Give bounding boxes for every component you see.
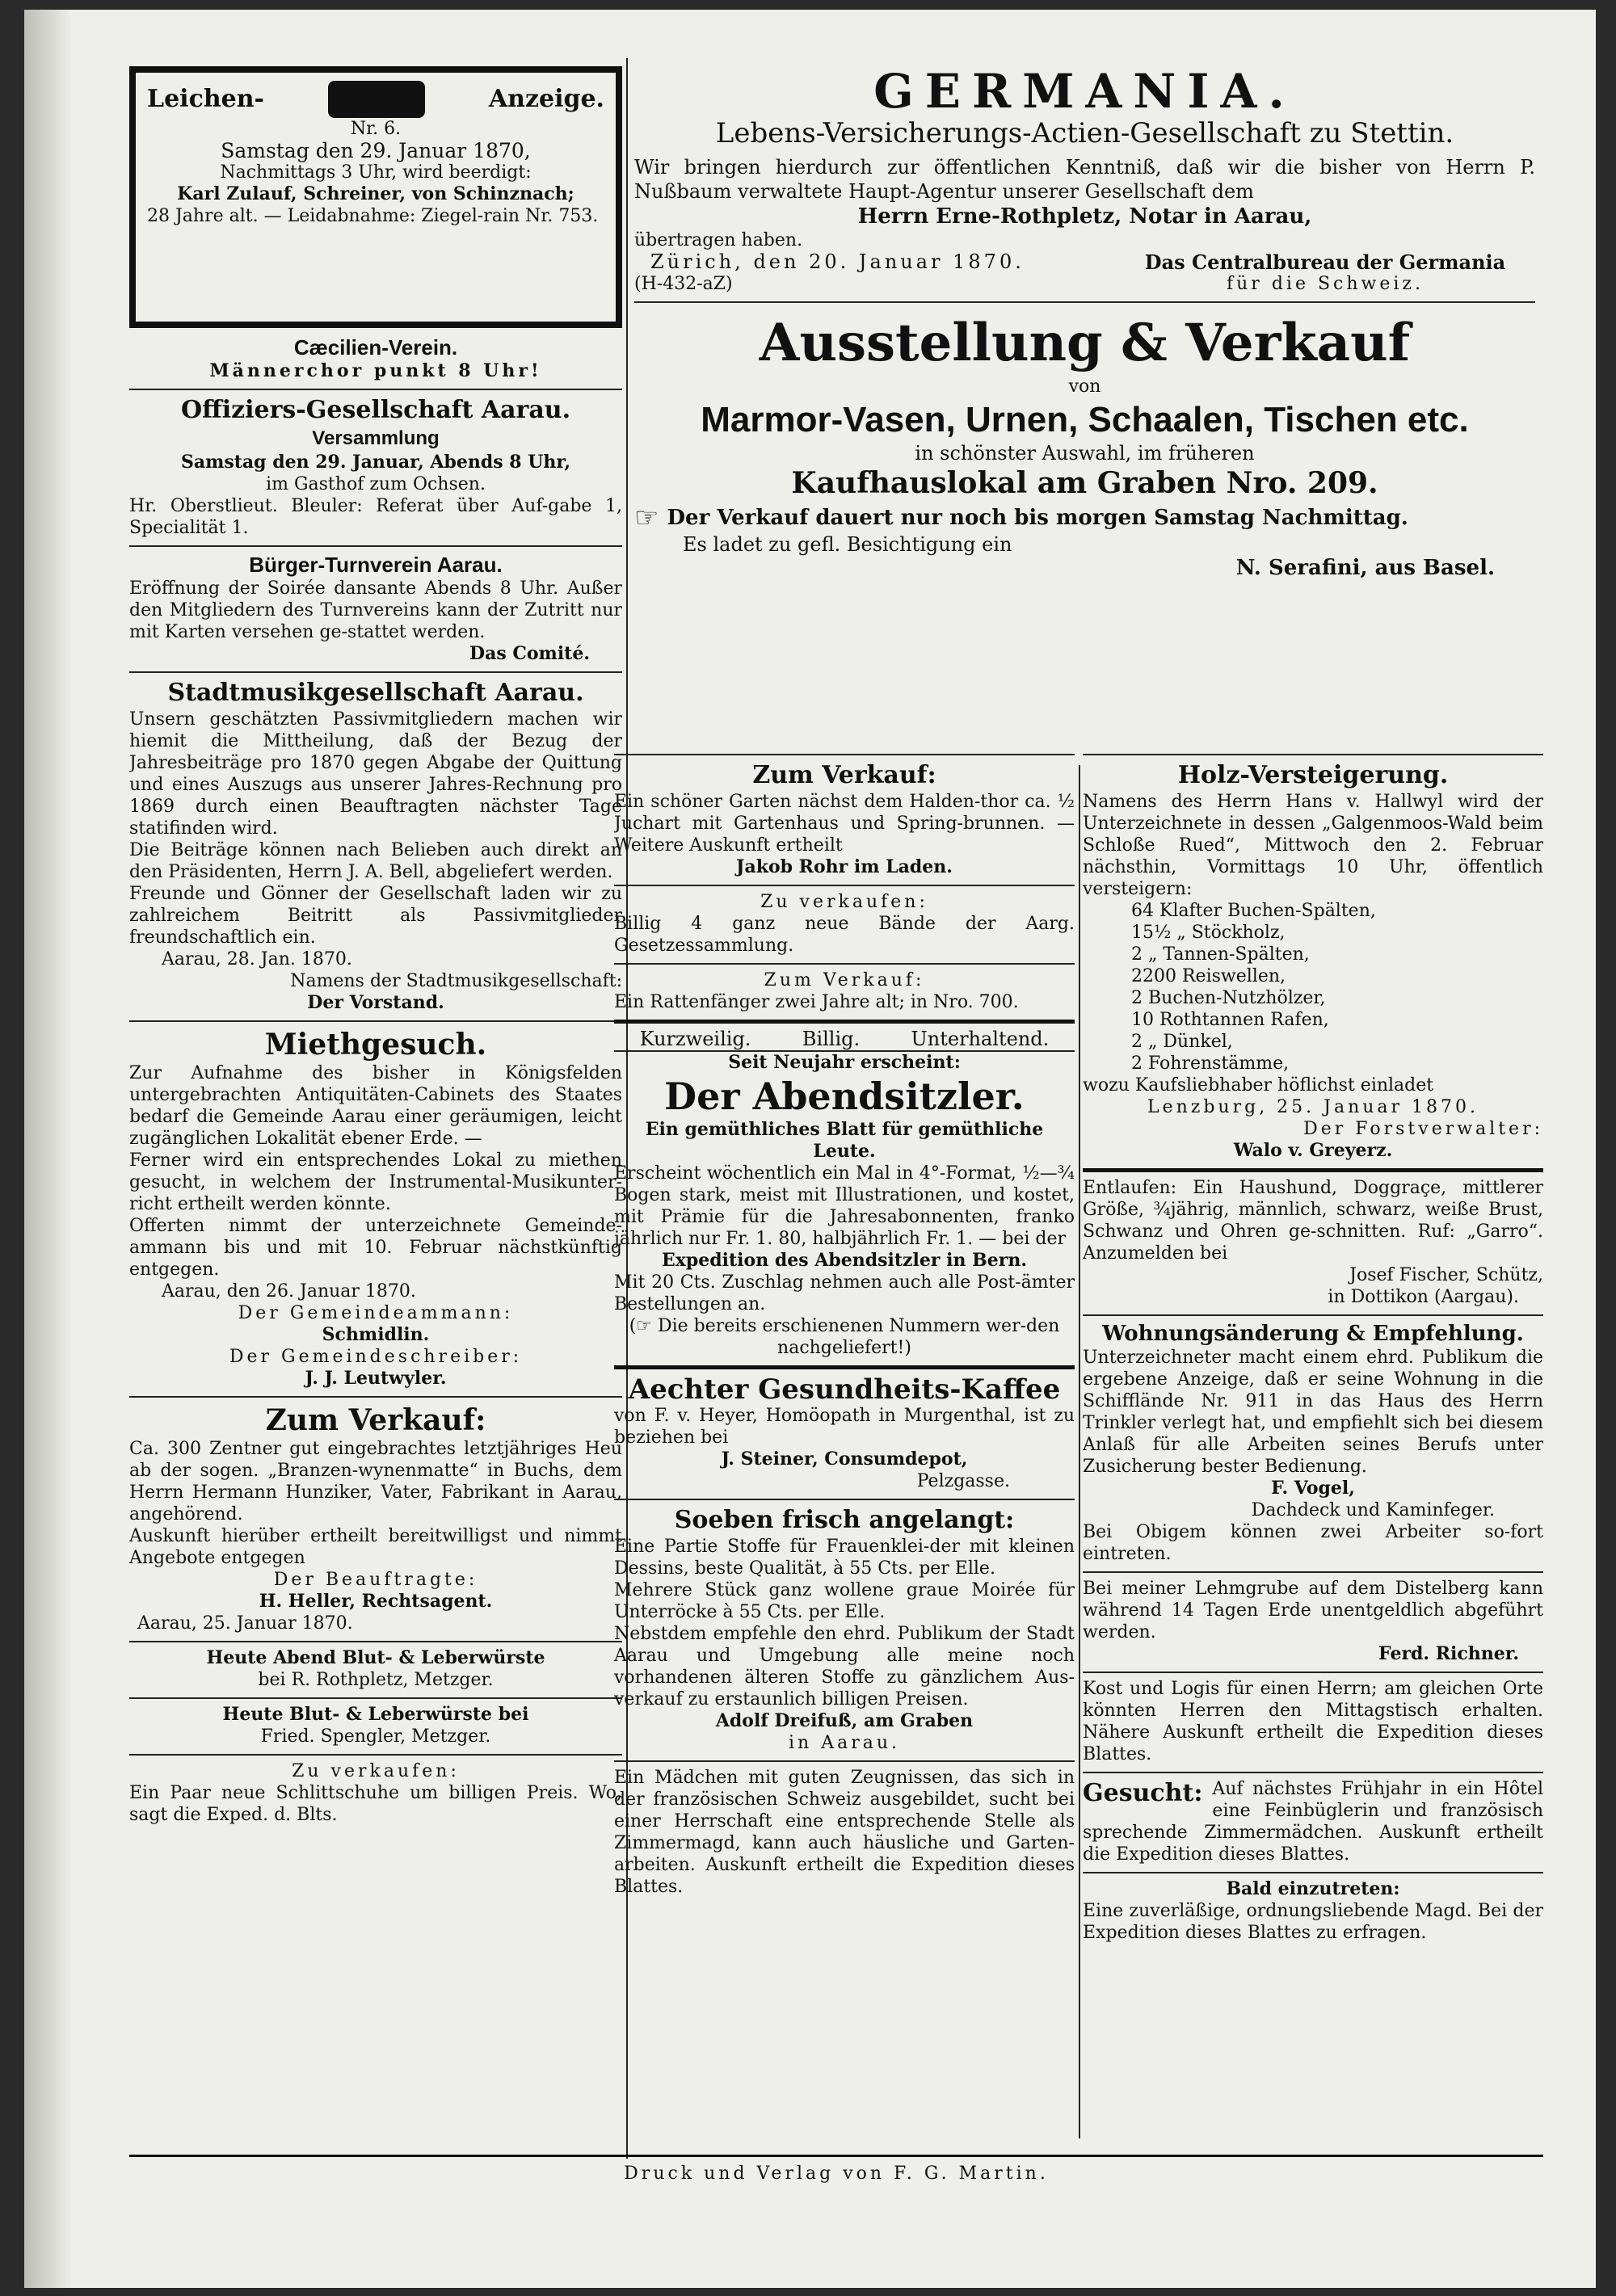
- abendsitzler-body2: Mit 20 Cts. Zuschlag nehmen auch alle Post-ämter Bestellungen an.: [614, 1272, 1075, 1314]
- stadtmusik-p3: Freunde und Gönner der Gesellschaft laden wir zu zahlreichem Beitritt als Passivmitglieder freundschaftlich ein.: [129, 884, 622, 948]
- miethgesuch-p2: Ferner wird ein entsprechendes Lokal zu miethen gesucht, in welchem der Instrumental-Musikunter-richt ertheilt werden könnte.: [129, 1150, 622, 1214]
- funeral-time: Nachmittags 3 Uhr, wird beerdigt:: [220, 162, 532, 183]
- kost-body: Kost und Logis für einen Herrn; am gleichen Orte könnten Herren den Mittagstisch erhalten. Nähere Auskunft ertheilt die Expedition dieses Blattes.: [1083, 1679, 1543, 1764]
- miethgesuch-p1: Zur Aufnahme des bisher in Königsfelden untergebrachten Antiquitäten-Cabinets des Staates bedarf die Gemeinde Aarau einer geräumigen, leicht zugänglichen Lokalität ebener Erde. —: [129, 1063, 622, 1149]
- coffin-icon: [328, 81, 425, 118]
- miethgesuch-p3: Offerten nimmt der unterzeichnete Gemeinde-ammann bis und mit 10. Februar nächstkünftig entgegen.: [129, 1216, 622, 1280]
- holz-item: 10 Rothtannen Rafen,: [1131, 1010, 1329, 1030]
- germania-ad: [634, 66, 1535, 295]
- funeral-number: Nr. 6.: [350, 119, 402, 139]
- erde-body: Bei meiner Lehmgrube auf dem Distelberg kann während 14 Tagen Erde unentgeldlich abgeführt werden.: [1083, 1579, 1543, 1642]
- kaffee-sign2: Pelzgasse.: [916, 1471, 1010, 1491]
- wohnung-body: Unterzeichneter macht einem ehrd. Publikum die ergebene Anzeige, daß er seine Wohnung in die Schifflände Nr. 911 in das Haus des Herrn Trinkler verlegt hat, und empfiehlt sich bei diesem Anlaß für alle Arbeiten seines Berufs unter Zusicherung bester Bedienung.: [1083, 1348, 1543, 1477]
- miethgesuch-sign1: Der Gemeindeammann:: [238, 1303, 514, 1323]
- garten-sign: Jakob Rohr im Laden.: [736, 856, 953, 877]
- caecilien-line: Männerchor punkt 8 Uhr!: [209, 360, 542, 381]
- stoffe-p3: Nebstdem empfehle den ehrd. Publikum der Stadt Aarau und Umgebung alle meine noch vorhandenen älteren Stoffe zu gänzlichem Aus-verkauf zu erstaunlich billigen Preisen.: [614, 1624, 1075, 1709]
- offiziers-sub: Versammlung: [312, 427, 440, 449]
- schlittschuhe-body: Ein Paar neue Schlittschuhe um billigen Preis. Wo, sagt die Exped. d. Blts.: [129, 1783, 622, 1825]
- wohnung-sign1: F. Vogel,: [1271, 1478, 1355, 1499]
- abendsitzler-tag1: Kurzweilig.: [639, 1028, 751, 1050]
- turnverein-ad: [129, 552, 622, 665]
- wohnung-title: Wohnungsänderung & Empfehlung.: [1102, 1322, 1524, 1346]
- caecilien-ad: [129, 334, 622, 382]
- wurst1-line2: bei R. Rothpletz, Metzger.: [258, 1670, 494, 1690]
- holz-ad: [1083, 760, 1543, 1162]
- miethgesuch-date: Aarau, den 26. Januar 1870.: [162, 1281, 416, 1301]
- stoffe-sign1: Adolf Dreifuß, am Graben: [715, 1710, 974, 1731]
- holz-title: Holz-Versteigerung.: [1177, 761, 1449, 789]
- ausstellung-line1: in schönster Auswahl, im früheren: [915, 442, 1255, 465]
- abendsitzler-ad: [614, 1028, 1075, 1359]
- stadtmusik-ad: [129, 678, 622, 1014]
- miethgesuch-sign4: J. J. Leutwyler.: [305, 1368, 447, 1389]
- erde-ad: [1083, 1578, 1543, 1665]
- heu-verkauf-p2: Auskunft hierüber ertheilt bereitwilligst und nimmt Angebote entgegen: [129, 1526, 622, 1568]
- gesucht-body: Auf nächstes Frühjahr in ein Hôtel eine Feinbüglerin und französisch sprechende Zimmermädchen. Auskunft ertheilt die Expedition dieses Blattes.: [1083, 1779, 1543, 1865]
- heu-verkauf-date: Aarau, 25. Januar 1870.: [137, 1613, 353, 1634]
- holz-item: 64 Klafter Buchen-Spälten,: [1131, 901, 1376, 921]
- garten-title: Zum Verkauf:: [752, 761, 936, 789]
- top-right-area: [634, 66, 1535, 587]
- offiziers-line2: im Gasthof zum Ochsen.: [266, 474, 486, 494]
- ausstellung-von: von: [1068, 376, 1101, 397]
- kaffee-title: Aechter Gesundheits-Kaffee: [628, 1373, 1061, 1406]
- miethgesuch-sign3: Der Gemeindeschreiber:: [229, 1347, 523, 1367]
- abendsitzler-note: (☞ Die bereits erschienenen Nummern wer-den nachgeliefert!): [629, 1316, 1060, 1358]
- rattenfaenger-body: Ein Rattenfänger zwei Jahre alt; in Nro. 700.: [614, 992, 1019, 1012]
- gesucht-title: Gesucht:: [1083, 1779, 1203, 1807]
- kost-ad: [1083, 1678, 1543, 1765]
- stadtmusik-title: Stadtmusikgesellschaft Aarau.: [167, 679, 584, 707]
- gesetz-title: Zu verkaufen:: [760, 892, 928, 912]
- holz-body: Namens des Herrn Hans v. Hallwyl wird der Unterzeichnete in dessen „Galgenmoos-Wald beim Schloße Rued“, Mittwoch den 2. Februar nächsthin, Vormittags 10 Uhr, öffentlich versteigern:: [1083, 792, 1543, 899]
- erde-sign: Ferd. Richner.: [1378, 1643, 1519, 1664]
- ausstellung-title: Ausstellung & Verkauf: [759, 313, 1411, 373]
- turnverein-sign: Das Comité.: [469, 643, 590, 664]
- gesetz-body: Billig 4 ganz neue Bände der Aarg. Gesetzessammlung.: [614, 914, 1075, 956]
- column-rule-right: [1079, 765, 1080, 2138]
- ausstellung-sign: N. Serafini, aus Basel.: [1235, 556, 1495, 580]
- magd-body: Eine zuverläßige, ordnungsliebende Magd. Bei der Expedition dieses Blattes zu erfragen.: [1083, 1901, 1543, 1943]
- abendsitzler-exp: Expedition des Abendsitzler in Bern.: [662, 1250, 1027, 1271]
- wohnung-tail: Bei Obigem können zwei Arbeiter so-fort eintreten.: [1083, 1522, 1543, 1564]
- newspaper-page: [24, 10, 1596, 2288]
- holz-item: 15½ „ Stöckholz,: [1131, 923, 1286, 943]
- right-column: [1083, 749, 1543, 1950]
- kaffee-sign1: J. Steiner, Consumdepot,: [721, 1449, 968, 1470]
- binding-shadow: [24, 10, 73, 2288]
- caecilien-title: Cæcilien-Verein.: [293, 335, 458, 360]
- ausstellung-line3: Es ladet zu gefl. Besichtigung ein: [683, 533, 1012, 556]
- wurst-ad-2: [129, 1704, 622, 1747]
- germania-date: Zürich, den 20. Januar 1870.: [650, 250, 1025, 273]
- schlittschuhe-ad: [129, 1760, 622, 1826]
- ausstellung-line2: Der Verkauf dauert nur noch bis morgen Samstag Nachmittag.: [667, 505, 1408, 530]
- abendsitzler-tag3: Unterhaltend.: [911, 1028, 1050, 1050]
- heu-verkauf-p1: Ca. 300 Zentner gut eingebrachtes letztjähriges Heu ab der sogen. „Branzen-wynenmatte“ in Buchs, dem Herrn Hermann Hunziker, Vater, Fabrikant in Aarau, angehörend.: [129, 1439, 622, 1524]
- ausstellung-ad: [634, 311, 1535, 580]
- heu-verkauf-sign1: Der Beauftragte:: [273, 1570, 478, 1590]
- gesetz-ad: [614, 891, 1075, 957]
- germania-title: GERMANIA.: [873, 66, 1296, 119]
- middle-column: [614, 749, 1075, 1904]
- hund-sign1: Josef Fischer, Schütz,: [1349, 1265, 1543, 1285]
- stadtmusik-p1: Unsern geschätzten Passivmitgliedern machen wir hiemit die Mittheilung, daß der Bezug der Jahresbeiträge pro 1870 gegen Abgabe der Quittung und eines Auszugs aus unserer Jahres-Rechnung pro 1869 durch einen Beauftragten nächster Tage statifinden wird.: [129, 709, 622, 839]
- wurst-ad-1: [129, 1647, 622, 1691]
- funeral-notice: [129, 66, 622, 328]
- hund-body: Entlaufen: Ein Haushund, Doggraçe, mittlerer Größe, ¾jährig, männlich, schwarz, weiße Brust, Schwanz und Ohren ge-schnitten. Ruf: „Garro“. Anzumelden bei: [1083, 1178, 1543, 1264]
- funeral-details: 28 Jahre alt. — Leidabnahme: Ziegel-rain Nr. 753.: [147, 206, 599, 226]
- stoffe-p1: Eine Partie Stoffe für Frauenklei-der mit kleinen Dessins, beste Qualität, à 55 Cts. per Elle.: [614, 1537, 1075, 1579]
- footer-imprint: Druck und Verlag von F. G. Martin.: [624, 2164, 1049, 2184]
- abendsitzler-subtitle: Ein gemüthliches Blatt für gemüthliche Leute.: [645, 1119, 1044, 1162]
- stadtmusik-p2: Die Beiträge können nach Belieben auch direkt an den Präsidenten, Herrn J. A. Bell, abgeliefert werden.: [129, 840, 622, 882]
- magd-title: Bald einzutreten:: [1226, 1878, 1400, 1899]
- garten-ad: [614, 760, 1075, 878]
- stoffe-sign2: in Aarau.: [789, 1733, 900, 1753]
- holz-item: 2200 Reiswellen,: [1131, 966, 1286, 986]
- germania-sign1: Das Centralbureau der Germania: [1144, 250, 1506, 274]
- abendsitzler-title: Der Abendsitzler.: [664, 1074, 1025, 1118]
- schlittschuhe-title: Zu verkaufen:: [292, 1761, 460, 1781]
- holz-item: 2 Buchen-Nutzhölzer,: [1131, 988, 1326, 1008]
- garten-body: Ein schöner Garten nächst dem Halden-thor ca. ½ Juchart mit Gartenhaus und Spring-brunnen. — Weitere Auskunft ertheilt: [614, 792, 1075, 856]
- ausstellung-goods: Marmor-Vasen, Urnen, Schaalen, Tischen etc.: [701, 400, 1469, 439]
- funeral-header-left: Leichen-: [147, 85, 265, 113]
- heu-verkauf-title: Zum Verkauf:: [265, 1403, 486, 1437]
- holz-item: 2 „ Dünkel,: [1131, 1032, 1233, 1052]
- germania-code: (H-432-aZ): [634, 274, 733, 294]
- stoffe-ad: [614, 1505, 1075, 1754]
- offiziers-line1: Samstag den 29. Januar, Abends 8 Uhr,: [180, 452, 571, 473]
- rattenfaenger-title: Zum Verkauf:: [764, 970, 925, 990]
- gesucht-ad: [1083, 1778, 1543, 1865]
- magd-ad: [1083, 1878, 1543, 1944]
- abendsitzler-tag2: Billig.: [802, 1028, 861, 1050]
- wurst1-line1: Heute Abend Blut- & Leberwürste: [206, 1647, 545, 1668]
- stadtmusik-date: Aarau, 28. Jan. 1870.: [162, 949, 352, 969]
- wohnung-ad: [1083, 1321, 1543, 1565]
- maedchen-body: Ein Mädchen mit guten Zeugnissen, das sich in der französischen Schweiz ausgebildet, sucht bei einer Herrschaft eine entsprechende Stelle als Zimmermagd, kann auch häusliche und Garten-arbeiten. Auskunft ertheilt die Expedition dieses Blattes.: [614, 1768, 1075, 1897]
- holz-date: Lenzburg, 25. Januar 1870.: [1147, 1097, 1479, 1117]
- maedchen-ad: [614, 1767, 1075, 1898]
- holz-tail: wozu Kaufsliebhaber höflichst einladet: [1083, 1075, 1434, 1095]
- kaffee-body: von F. v. Heyer, Homöopath in Murgenthal, ist zu beziehen bei: [614, 1406, 1075, 1448]
- funeral-name: Karl Zulauf, Schreiner, von Schinznach;: [177, 183, 574, 204]
- holz-item: 2 Fohrenstämme,: [1131, 1053, 1290, 1074]
- miethgesuch-sign2: Schmidlin.: [322, 1324, 430, 1345]
- stadtmusik-sign1: Namens der Stadtmusikgesellschaft:: [290, 971, 622, 991]
- wurst2-line1: Heute Blut- & Leberwürste bei: [222, 1704, 529, 1725]
- left-column: [129, 66, 622, 1832]
- holz-sign2: Walo v. Greyerz.: [1233, 1140, 1393, 1161]
- hund-sign2: in Dottikon (Aargau).: [1328, 1287, 1519, 1307]
- ausstellung-place: Kaufhauslokal am Graben Nro. 209.: [791, 466, 1378, 500]
- stoffe-title: Soeben frisch angelangt:: [674, 1506, 1015, 1534]
- wurst2-line2: Fried. Spengler, Metzger.: [260, 1726, 491, 1747]
- kaffee-ad: [614, 1374, 1075, 1492]
- funeral-header-right: Anzeige.: [488, 85, 604, 113]
- pointing-hand-icon: ☞: [634, 502, 659, 534]
- rattenfaenger-ad: [614, 969, 1075, 1013]
- germania-tail: übertragen haben.: [634, 230, 803, 250]
- abendsitzler-body: Erscheint wöchentlich ein Mal in 4°-Format, ½—¾ Bogen stark, meist mit Illustrationen, und kostet, mit Prämie für die Jahresabonnenten, franko jährlich nur Fr. 1. 80, halbjährlich Fr. 1. — bei der: [614, 1163, 1075, 1249]
- heu-verkauf-sign2: H. Heller, Rechtsagent.: [259, 1591, 493, 1612]
- holz-item: 2 „ Tannen-Spälten,: [1131, 944, 1310, 965]
- abendsitzler-since: Seit Neujahr erscheint:: [728, 1052, 961, 1073]
- germania-name: Herrn Erne-Rothpletz, Notar in Aarau,: [857, 204, 1312, 229]
- offiziers-title: Offiziers-Gesellschaft Aarau.: [180, 396, 571, 424]
- heu-verkauf-ad: [129, 1402, 622, 1634]
- offiziers-ad: [129, 395, 622, 539]
- miethgesuch-ad: [129, 1027, 622, 1390]
- germania-subtitle: Lebens-Versicherungs-Actien-Gesellschaft zu Stettin.: [715, 117, 1454, 149]
- stoffe-p2: Mehrere Stück ganz wollene graue Moirée für Unterröcke à 55 Cts. per Elle.: [614, 1580, 1075, 1622]
- miethgesuch-title: Miethgesuch.: [264, 1028, 487, 1062]
- holz-sign1: Der Forstverwalter:: [1303, 1119, 1543, 1139]
- stadtmusik-sign2: Der Vorstand.: [307, 992, 444, 1013]
- turnverein-body: Eröffnung der Soirée dansante Abends 8 Uhr. Außer den Mitgliedern des Turnvereins kann der Zutritt nur mit Karten versehen ge-stattet werden.: [129, 578, 622, 642]
- funeral-date: Samstag den 29. Januar 1870,: [221, 139, 531, 162]
- hund-ad: [1083, 1177, 1543, 1308]
- offiziers-line3: Hr. Oberstlieut. Bleuler: Referat über Auf-gabe 1, Specialität 1.: [129, 496, 622, 538]
- turnverein-title: Bürger-Turnverein Aarau.: [249, 553, 503, 577]
- wohnung-sign2: Dachdeck und Kaminfeger.: [1251, 1500, 1495, 1520]
- germania-sign2: für die Schweiz.: [1227, 274, 1424, 294]
- germania-body: Wir bringen hierdurch zur öffentlichen Kenntniß, daß wir die bisher von Herrn P. Nußbaum verwaltete Haupt-Agentur unserer Gesellschaft dem: [634, 156, 1535, 203]
